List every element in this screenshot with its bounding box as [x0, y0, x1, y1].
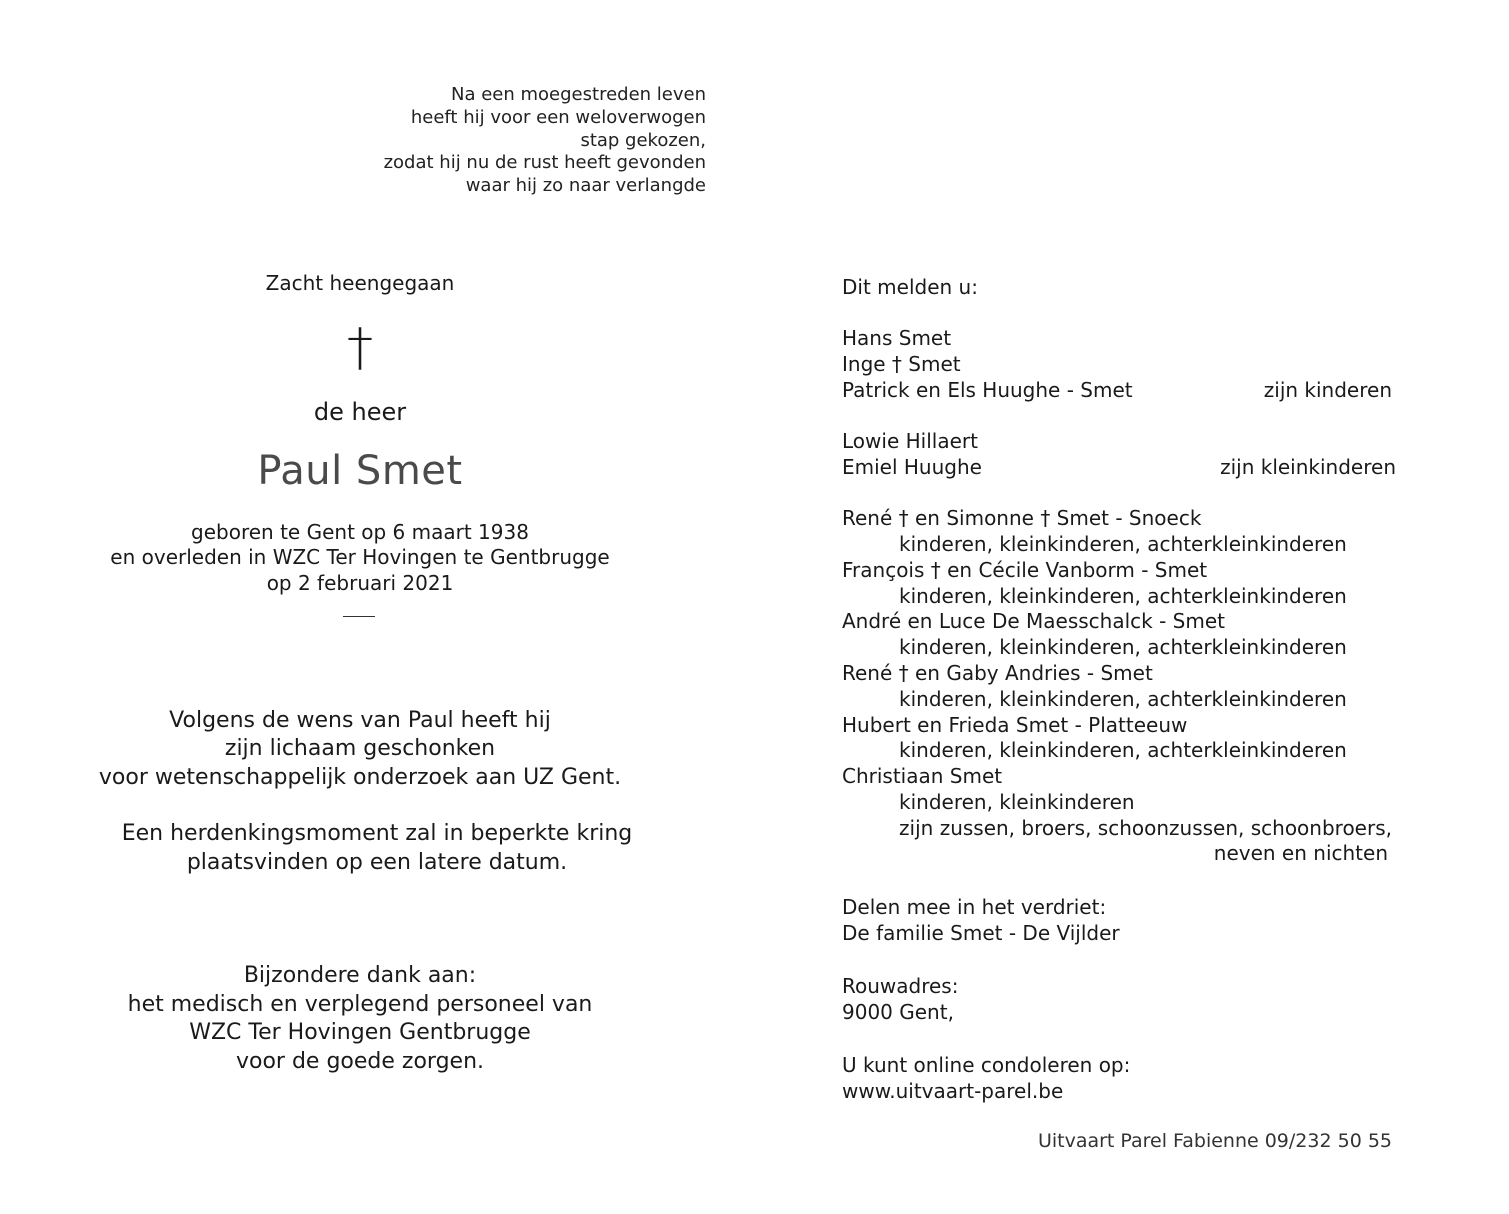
memorial-line: plaatsvinden op een latere datum. — [186, 850, 568, 875]
title-honorific: de heer — [313, 398, 407, 426]
grandchild-name: Lowie Hillaert — [842, 429, 978, 453]
sibling-descendants: kinderen, kleinkinderen, achterkleinkinderen — [899, 635, 1347, 659]
grandchild-name: Emiel Huughe — [842, 455, 982, 479]
death-line: en overleden in WZC Ter Hovingen te Gentbrugge — [110, 545, 610, 569]
deceased-name: Paul Smet — [257, 448, 463, 494]
sibling-name: René † en Simonne † Smet - Snoeck — [842, 506, 1202, 530]
poem-line: heeft hij voor een weloverwogen — [410, 106, 706, 128]
sibling-descendants: kinderen, kleinkinderen — [899, 790, 1135, 814]
thanks-line: het medisch en verplegend personeel van — [127, 992, 593, 1017]
child-name: Patrick en Els Huughe - Smet — [842, 378, 1133, 402]
funeral-home-footer: Uitvaart Parel Fabienne 09/232 50 55 — [1037, 1130, 1392, 1152]
right-column — [842, 0, 1442, 1214]
thanks-line: voor de goede zorgen. — [235, 1049, 485, 1074]
sibling-descendants: kinderen, kleinkinderen, achterkleinkinderen — [899, 687, 1347, 711]
wish-line: voor wetenschappelijk onderzoek aan UZ Gent. — [98, 765, 622, 790]
birth-line: geboren te Gent op 6 maart 1938 — [191, 520, 529, 544]
thanks-heading: Bijzondere dank aan: — [243, 963, 477, 988]
child-name: Inge † Smet — [842, 352, 961, 376]
announce-heading: Dit melden u: — [842, 275, 978, 299]
children-label: zijn kinderen — [1263, 378, 1392, 402]
sibling-descendants: kinderen, kleinkinderen, achterkleinkinderen — [899, 584, 1347, 608]
cross-icon: † — [347, 318, 373, 378]
sibling-descendants: kinderen, kleinkinderen, achterkleinkinderen — [899, 738, 1347, 762]
left-column — [60, 0, 660, 1214]
child-name: Hans Smet — [842, 326, 952, 350]
sibling-name: François † en Cécile Vanborm - Smet — [842, 558, 1208, 582]
condolence-url[interactable]: www.uitvaart-parel.be — [842, 1079, 1064, 1103]
poem-line: zodat hij nu de rust heeft gevonden — [383, 152, 706, 174]
death-date-line: op 2 februari 2021 — [266, 571, 454, 595]
sibling-name: René † en Gaby Andries - Smet — [842, 661, 1153, 685]
grandchildren-label: zijn kleinkinderen — [1220, 455, 1396, 479]
sibling-name: André en Luce De Maesschalck - Smet — [842, 609, 1225, 633]
address: 9000 Gent, — [842, 1000, 954, 1024]
sibling-name: Christiaan Smet — [842, 764, 1003, 788]
poem-line: stap gekozen, — [580, 129, 706, 151]
wish-line: Volgens de wens van Paul heeft hij — [169, 708, 551, 733]
poem-line: waar hij zo naar verlangde — [465, 175, 706, 197]
address-heading: Rouwadres: — [842, 974, 959, 998]
thanks-line: WZC Ter Hovingen Gentbrugge — [189, 1020, 531, 1045]
share-family: De familie Smet - De Vijlder — [842, 921, 1120, 945]
siblings-label-cont: neven en nichten — [1213, 841, 1388, 865]
sibling-descendants: kinderen, kleinkinderen, achterkleinkinderen — [899, 532, 1347, 556]
poem-line: Na een moegestreden leven — [451, 84, 706, 105]
heading-passed-away: Zacht heengegaan — [265, 271, 455, 295]
condolence-heading: U kunt online condoleren op: — [842, 1053, 1131, 1077]
separator-line — [343, 616, 375, 617]
share-heading: Delen mee in het verdriet: — [842, 895, 1107, 919]
siblings-label: zijn zussen, broers, schoonzussen, schoonbroers, — [899, 816, 1392, 840]
wish-line: zijn lichaam geschonken — [224, 736, 496, 761]
sibling-name: Hubert en Frieda Smet - Platteeuw — [842, 713, 1188, 737]
memorial-line: Een herdenkingsmoment zal in beperkte kring — [121, 821, 633, 846]
